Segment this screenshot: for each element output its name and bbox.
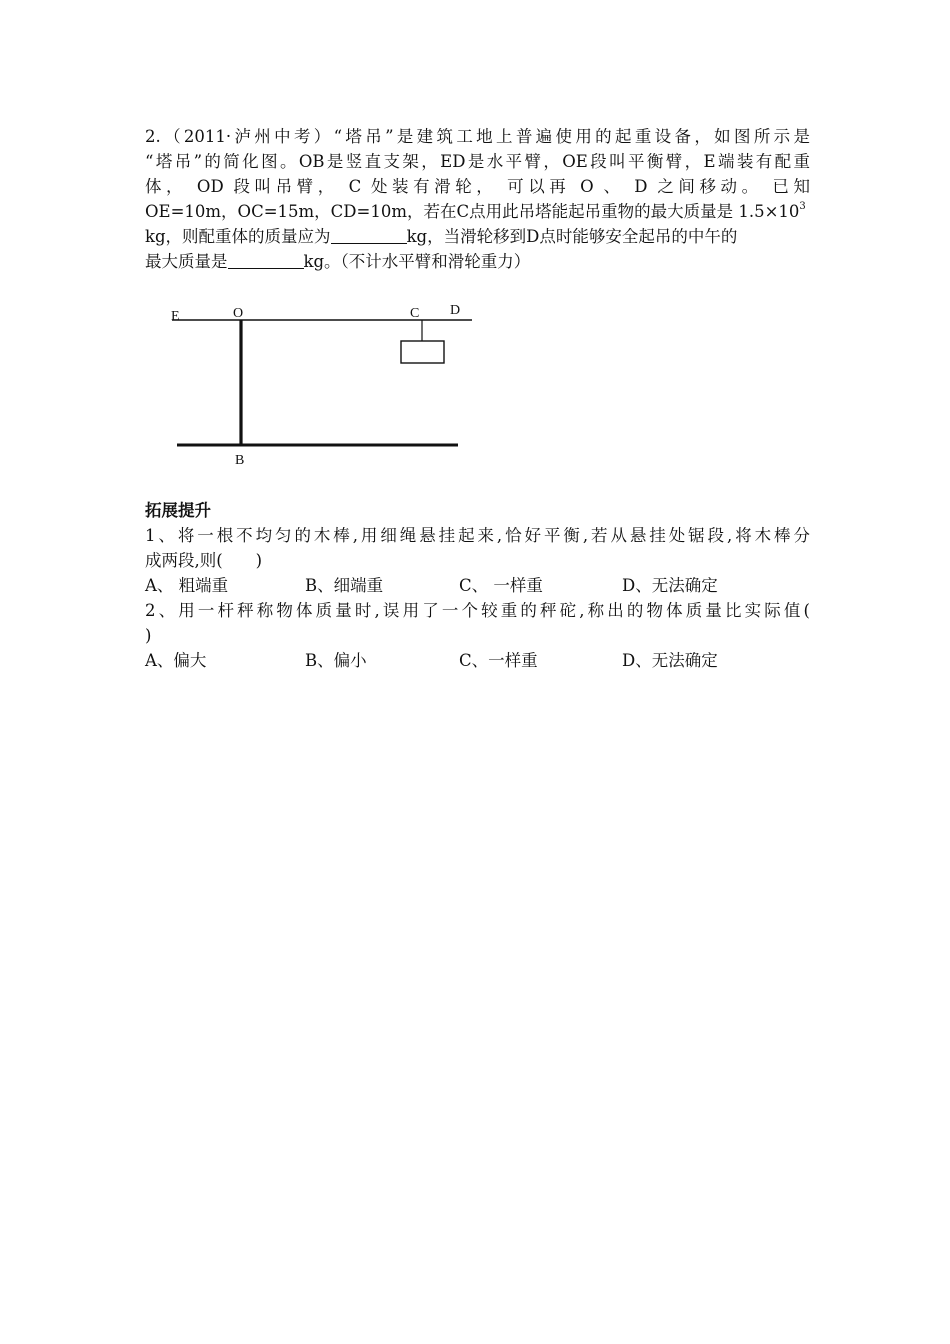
label-C: C <box>410 306 420 321</box>
q1-option-c[interactable]: C、 一样重 <box>459 576 543 595</box>
problem-2-line-4-text: OE=10m，OC=15m，CD=10m，若在C点用此吊塔能起吊重物的最大质量是 1.5×10 <box>145 202 800 221</box>
problem-2-line-3: 体， OD 段叫吊臂， C 处装有滑轮， 可以再 O 、 D 之间移动。 已知 <box>145 177 810 196</box>
problem-2-line-2: “塔吊”的简化图。OB是竖直支架，ED是水平臂，OE段叫平衡臂，E端装有配重 <box>145 152 810 171</box>
label-B: B <box>235 453 245 468</box>
exponent: 3 <box>799 201 806 212</box>
q1-option-b[interactable]: B、细端重 <box>305 576 384 595</box>
q1-option-a[interactable]: A、 粗端重 <box>145 576 229 595</box>
q2-line-1: 2、用一杆秤称物体质量时,误用了一个较重的秤砣,称出的物体质量比实际值( <box>145 601 810 620</box>
problem-2-line-1: 2.（2011·泸州中考）“塔吊”是建筑工地上普遍使用的起重设备，如图所示是 <box>145 127 810 146</box>
problem-2-line-4 <box>145 199 810 224</box>
problem-2-line-5 <box>145 224 810 249</box>
q2-option-a[interactable]: A、偏大 <box>145 651 207 670</box>
answer-blank-counterweight[interactable] <box>331 227 407 244</box>
q2-option-d[interactable]: D、无法确定 <box>622 651 718 670</box>
q2-option-c[interactable]: C、一样重 <box>459 651 538 670</box>
problem-2-line-5-post: kg，当滑轮移到D点时能够安全起吊的中午的 <box>406 227 738 246</box>
q2-option-b[interactable]: B、偏小 <box>305 651 367 670</box>
q2-line-2: ) <box>145 626 152 645</box>
q1-line-1: 1、将一根不均匀的木棒,用细绳悬挂起来,恰好平衡,若从悬挂处锯段,将木棒分 <box>145 526 810 545</box>
problem-2-line-5-pre: kg，则配重体的质量应为 <box>145 227 331 246</box>
tower-crane-diagram <box>160 295 480 475</box>
label-D: D <box>450 303 461 318</box>
problem-2-line-6-pre: 最大质量是 <box>145 252 228 271</box>
section-heading: 拓展提升 <box>145 501 211 520</box>
label-E: E <box>171 309 180 324</box>
problem-2-line-6-post: kg。（不计水平臂和滑轮重力） <box>303 252 531 271</box>
problem-2-line-6 <box>145 249 810 274</box>
answer-blank-max-mass[interactable] <box>228 252 304 269</box>
load-block <box>401 341 444 363</box>
label-O: O <box>233 306 244 321</box>
q1-line-2: 成两段,则( ) <box>145 551 263 570</box>
q1-option-d[interactable]: D、无法确定 <box>622 576 718 595</box>
